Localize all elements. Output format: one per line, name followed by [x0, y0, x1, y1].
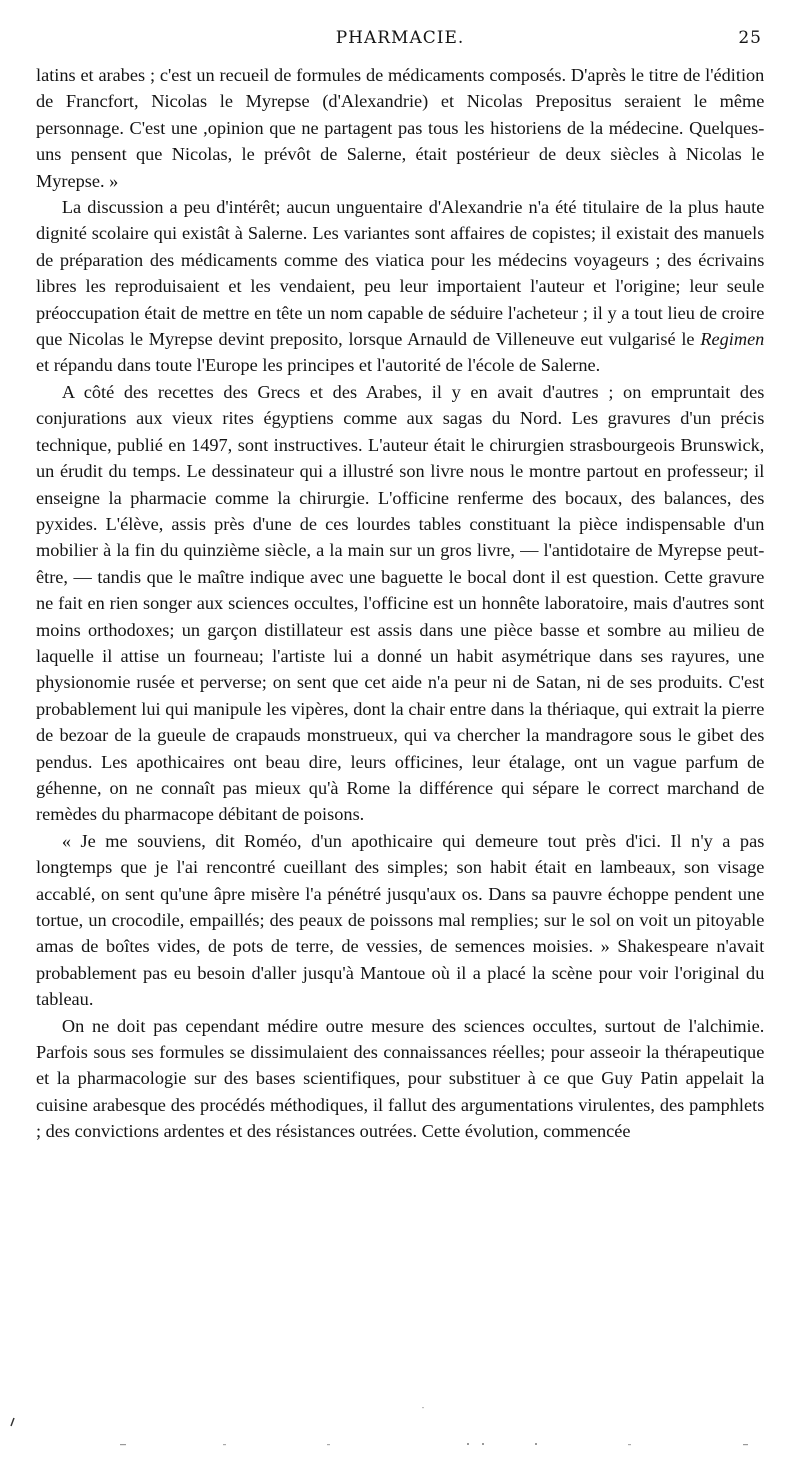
paragraph-recettes: A côté des recettes des Grecs et des Arabes, il y en avait d'autres ; on empruntait des conjurations aux vieux rites égyptiens comme aux sagas du Nord. Les gravures d'un précis technique, publié en 1497, sont instructives. L'auteur était le chirurgien strasbourgeois Brunswick, un érudit du temps. Le dessinateur qui a illustré son livre nous le montre partout en professeur; il enseigne la pharmacie comme la chirurgie. L'officine renferme des bocaux, des balances, des pyxides. L'élève, assis près d'une de ces lourdes tables constituant la pièce indispensable d'un mobilier à la fin du quinzième siècle, a la main sur un gros livre, — l'antidotaire de Myrepse peut-être, — tandis que le maître indique avec une baguette le bocal dont il est question. Cette gravure ne fait en rien songer aux sciences occultes, l'officine est un honnête laboratoire, mais d'autres sont moins orthodoxes; un garçon distillateur est assis dans une pièce basse et sombre au milieu de laquelle il attise un fourneau; l'artiste lui a donné un habit asymétrique dans ses rayures, une physionomie rusée et perverse; on sent que cet aide n'a peur ni de Satan, ni de ses produits. C'est probablement lui qui manipule les vipères, dont la chair entre dans la thériaque, qui extrait la pierre de bezoar de la gueule de crapauds monstrueux, qui va chercher la mandragore sous le gibet des pendus. Les apothicaires ont beau dire, leurs officines, leur étalage, ont un vague parfum de géhenne, on ne connaît pas mieux qu'à Rome la différence qui sépare le correct marchand de remèdes du pharmacope débitant de poisons.	[36, 381, 765, 825]
paragraph-alchimie: On ne doit pas cependant médire outre mesure des sciences occultes, surtout de l'alchimie. Parfois sous ses formules se dissimulaient des connaissances réelles; pour asseoir la thérapeutique et la pharmacologie sur des bases scientifiques, pour substituer à ce que Guy Patin appelait la cuisine arabesque des procédés méthodiques, il fallut des argumentations virulentes, des pamphlets ; des convictions ardentes et des résistances outrées. Cette évolution, commencée	[36, 1015, 765, 1142]
paragraph-romeo-quote: « Je me souviens, dit Roméo, d'un apothicaire qui demeure tout près d'ici. Il n'y a pas longtemps que je l'ai rencontré cueillant des simples; son habit était en lambeaux, son visage accablé, on sent qu'une âpre misère l'a pénétré jusqu'aux os. Dans sa pauvre échoppe pendent une tortue, un crocodile, empaillés; des peaux de poissons mal remplies; sur le sol on voit un pitoyable amas de boîtes vides, de pots de terre, de vessies, de semences moisies. » Shakespeare n'avait probablement pas eu besoin d'aller jusqu'à Mantoue où il a placé la scène pour voir l'original du tableau.	[36, 830, 765, 1010]
paragraph-regimen	[36, 194, 764, 379]
body-text	[36, 62, 764, 1145]
scan-specks	[0, 1400, 800, 1482]
paragraph-text: La discussion a peu d'intérêt; aucun unguentaire d'Alexandrie n'a été titulaire de la plus haute dignité scolaire qui existât à Salerne. Les variantes sont affaires de copistes; il existait des manuels de préparation des médicaments comme des viatica pour les médecins voyageurs ; des écrivains libres les reproduisaient et les vendaient, peu leur importaient l'auteur et l'origine; leur seule préoccupation était de mettre en tête un nom capable de séduire l'acheteur ; il y a tout lieu de croire que Nicolas le Myrepse devint preposito, lorsque Arnauld de Villeneuve eut vulgarisé le	[36, 197, 765, 350]
italic-title: Regimen	[700, 329, 765, 350]
paragraph-continued: latins et arabes ; c'est un recueil de formules de médicaments composés. D'après le titre de l'édition de Francfort, Nicolas le Myrepse (d'Alexandrie) et Nicolas Prepositus seraient le même personnage. C'est une ,opinion que ne partagent pas tous les historiens de la médecine. Quelques-uns pensent que Nicolas, le prévôt de Salerne, était postérieur de deux siècles à Nicolas le Myrepse. »	[36, 65, 765, 191]
paragraph-text: et répandu dans toute l'Europe les principes et l'autorité de l'école de Salerne.	[36, 355, 601, 376]
page-number: 25	[738, 28, 762, 48]
running-title: PHARMACIE.	[335, 28, 465, 48]
running-head	[34, 28, 766, 56]
